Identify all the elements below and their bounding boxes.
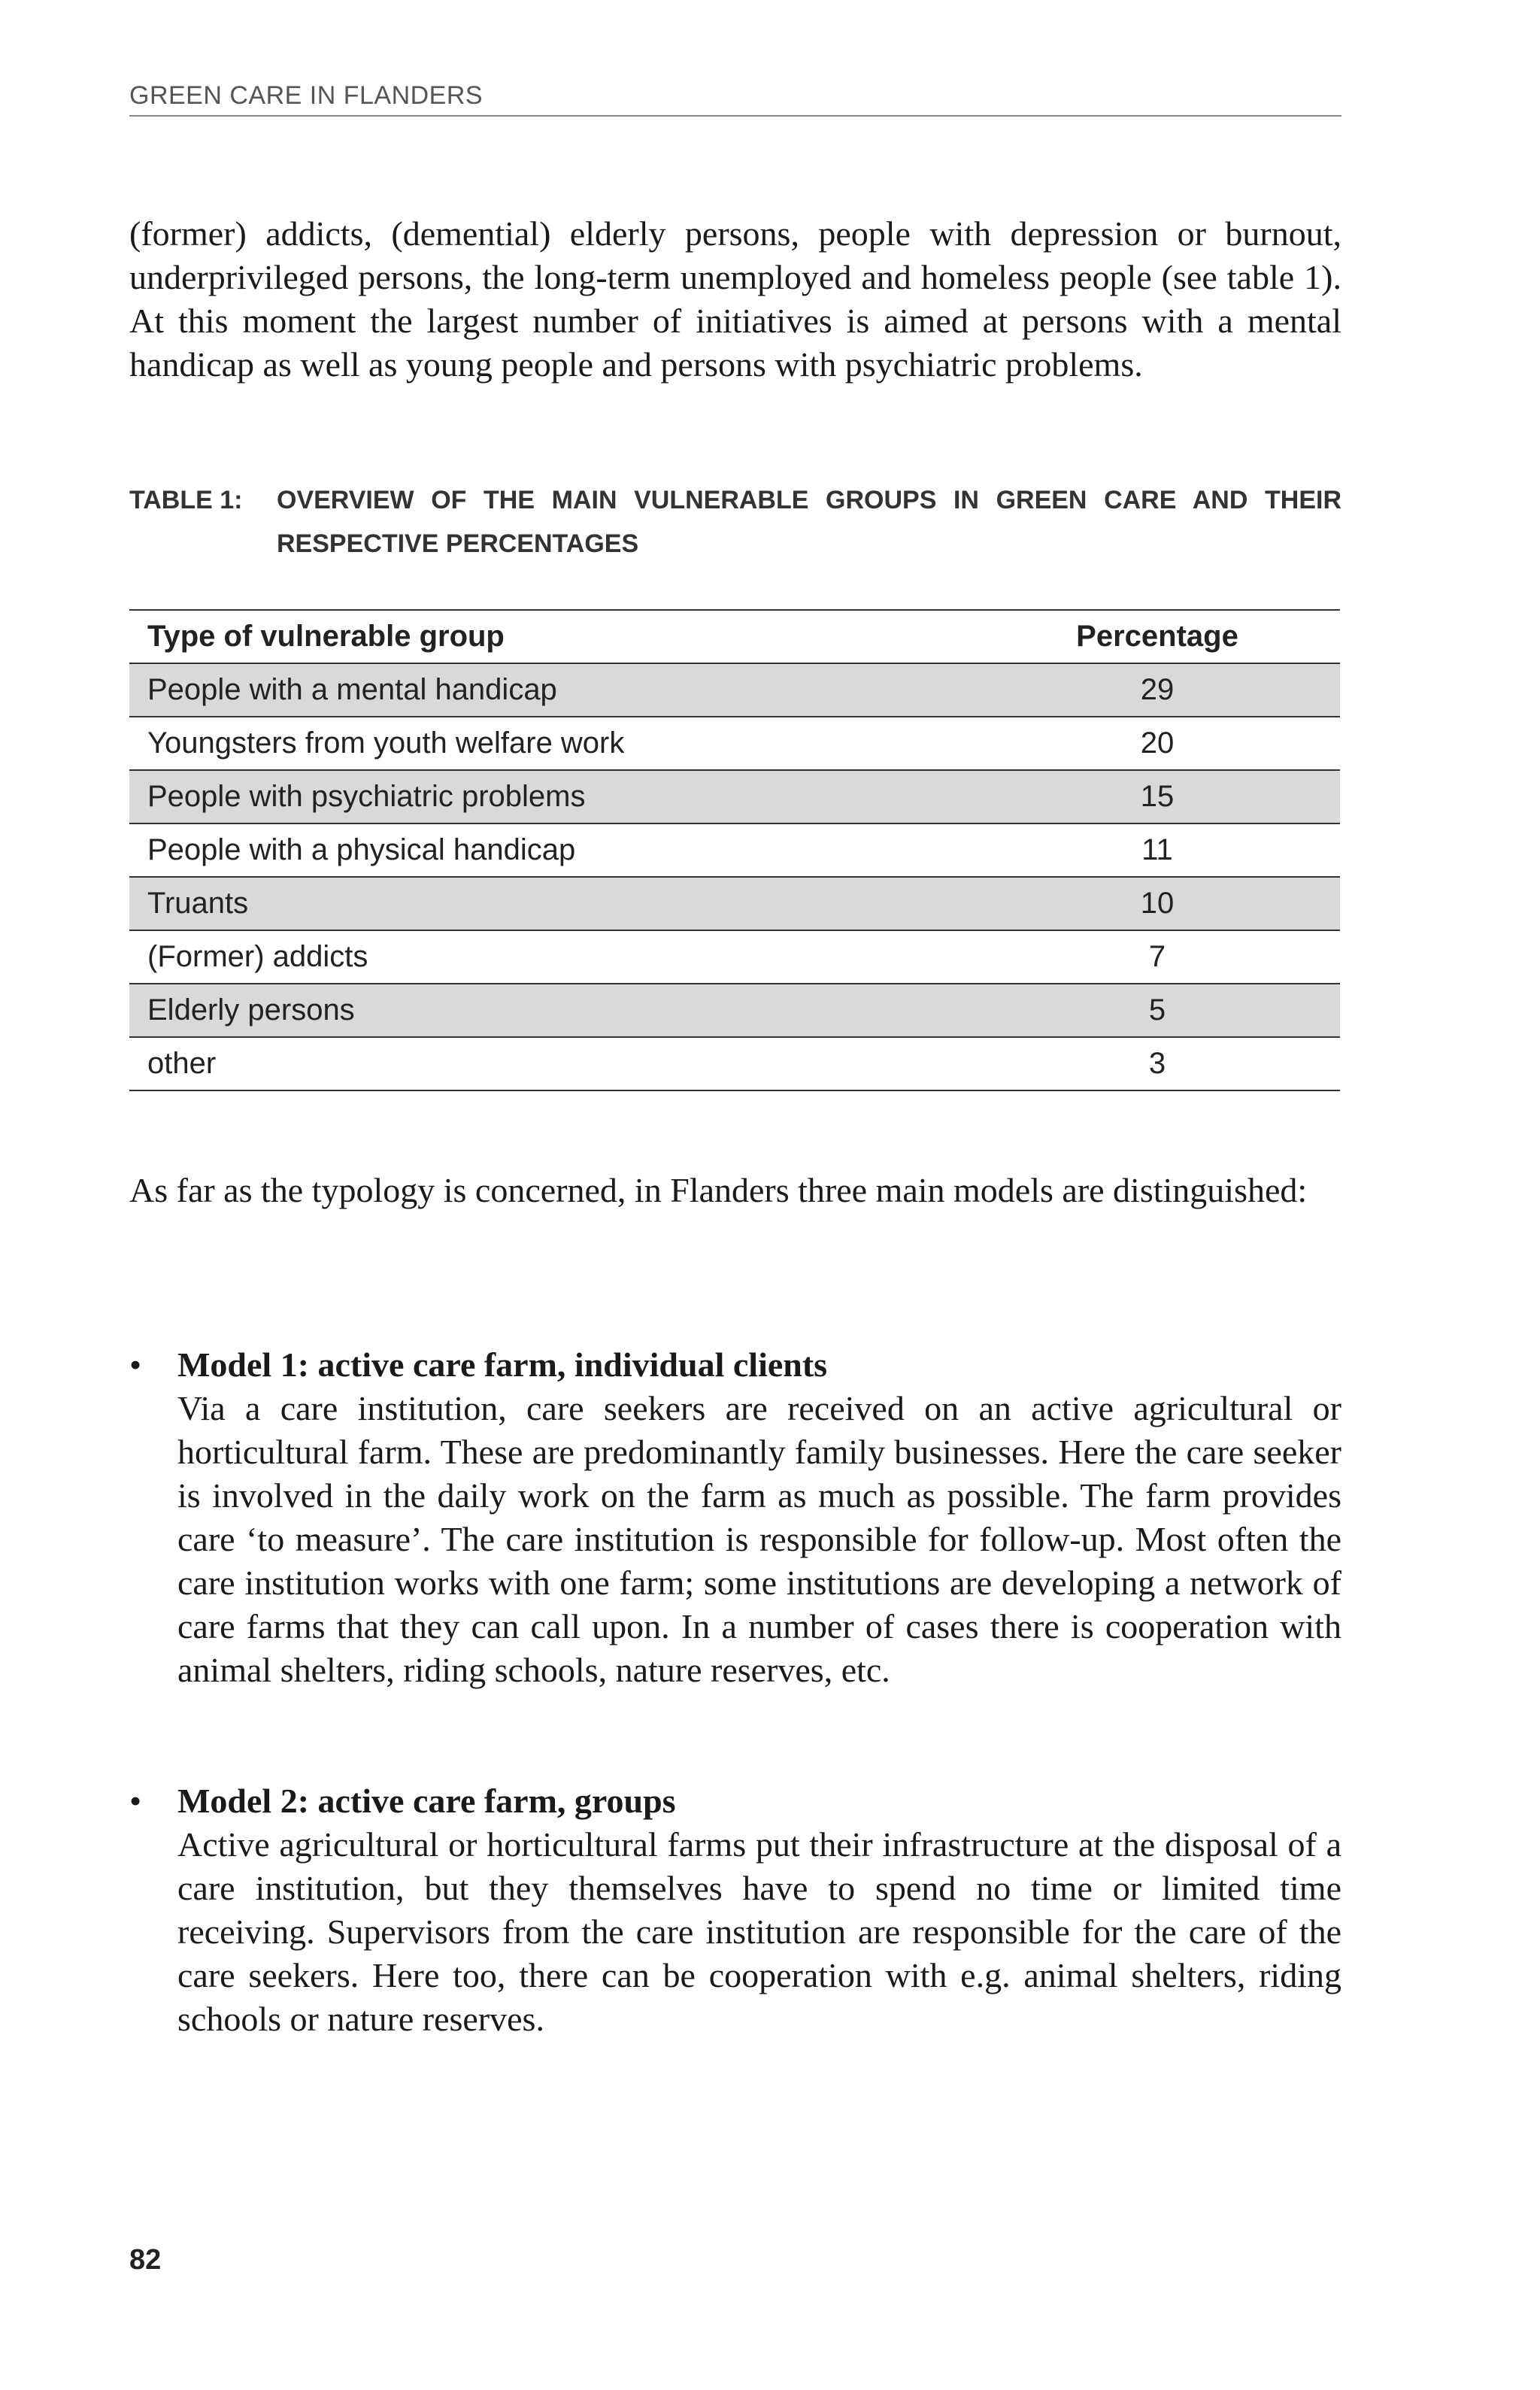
table-row xyxy=(129,984,1340,1037)
column-header-percentage: Percentage xyxy=(975,610,1340,663)
model-1-body xyxy=(177,1343,1341,1692)
table-row xyxy=(129,930,1340,984)
percentage-cell: 10 xyxy=(975,877,1340,930)
group-cell: Youngsters from youth welfare work xyxy=(129,717,975,770)
group-cell: Elderly persons xyxy=(129,984,975,1037)
group-cell: Truants xyxy=(129,877,975,930)
percentage-cell: 11 xyxy=(975,823,1340,877)
group-cell: People with a physical handicap xyxy=(129,823,975,877)
model-1-text: Via a care institution, care seekers are received on an active agricultural or horticultural farm. These are predominantly family businesses. Here the care seeker is involved in the daily work on the farm as much as possible. The farm provides care ‘to measure’. The care institution is responsible for follow-up. Most often the care institution works with one farm; some institutions are developing a network of care farms that they can call upon. In a number of cases there is cooperation with animal shelters, riding schools, nature reserves, etc. xyxy=(177,1389,1341,1689)
table-label: TABLE 1: xyxy=(129,486,243,514)
model-1-title: Model 1: active care farm, individual clients xyxy=(177,1345,828,1384)
column-header-group: Type of vulnerable group xyxy=(129,610,975,663)
table-row xyxy=(129,770,1340,823)
percentage-cell: 3 xyxy=(975,1037,1340,1090)
table-header-row xyxy=(129,610,1340,663)
bullet-icon: • xyxy=(129,1345,142,1384)
intro-paragraph: (former) addicts, (demential) elderly persons, people with depression or burnout, underprivileged persons, the long-term unemployed and homeless people (see table 1). At this moment the largest number of initiatives is aimed at persons with a mental handicap as well as young people and persons with psychiatric problems. xyxy=(129,214,1341,384)
group-cell: (Former) addicts xyxy=(129,930,975,984)
running-header: GREEN CARE IN FLANDERS xyxy=(129,81,1341,117)
model-2-body xyxy=(177,1779,1341,2041)
table-row xyxy=(129,663,1340,717)
group-cell: other xyxy=(129,1037,975,1090)
percentage-cell: 20 xyxy=(975,717,1340,770)
percentage-cell: 29 xyxy=(975,663,1340,717)
table-row xyxy=(129,717,1340,770)
group-cell: People with psychiatric problems xyxy=(129,770,975,823)
model-2-text: Active agricultural or horticultural farms put their infrastructure at the disposal of a care institution, but they themselves have to spend no time or limited time receiving. Supervisors from the care institution are responsible for the care of the care seekers. Here too, there can be cooperation with e.g. animal shelters, riding schools or nature reserves. xyxy=(177,1825,1341,2038)
percentage-cell: 15 xyxy=(975,770,1340,823)
bullet-icon: • xyxy=(129,1782,142,1820)
vulnerable-groups-table xyxy=(129,609,1340,1091)
table-caption-text: OVERVIEW OF THE MAIN VULNERABLE GROUPS IN GREEN CARE AND THEIR RESPECTIVE PERCENTAGES xyxy=(277,486,1341,558)
percentage-cell: 5 xyxy=(975,984,1340,1037)
percentage-cell: 7 xyxy=(975,930,1340,984)
group-cell: People with a mental handicap xyxy=(129,663,975,717)
model-2-title: Model 2: active care farm, groups xyxy=(177,1782,676,1820)
page-number: 82 xyxy=(129,2244,162,2276)
typology-intro-paragraph: As far as the typology is concerned, in Flanders three main models are distinguished: xyxy=(129,1171,1308,1209)
table-row xyxy=(129,823,1340,877)
table-row xyxy=(129,877,1340,930)
table-row xyxy=(129,1037,1340,1090)
